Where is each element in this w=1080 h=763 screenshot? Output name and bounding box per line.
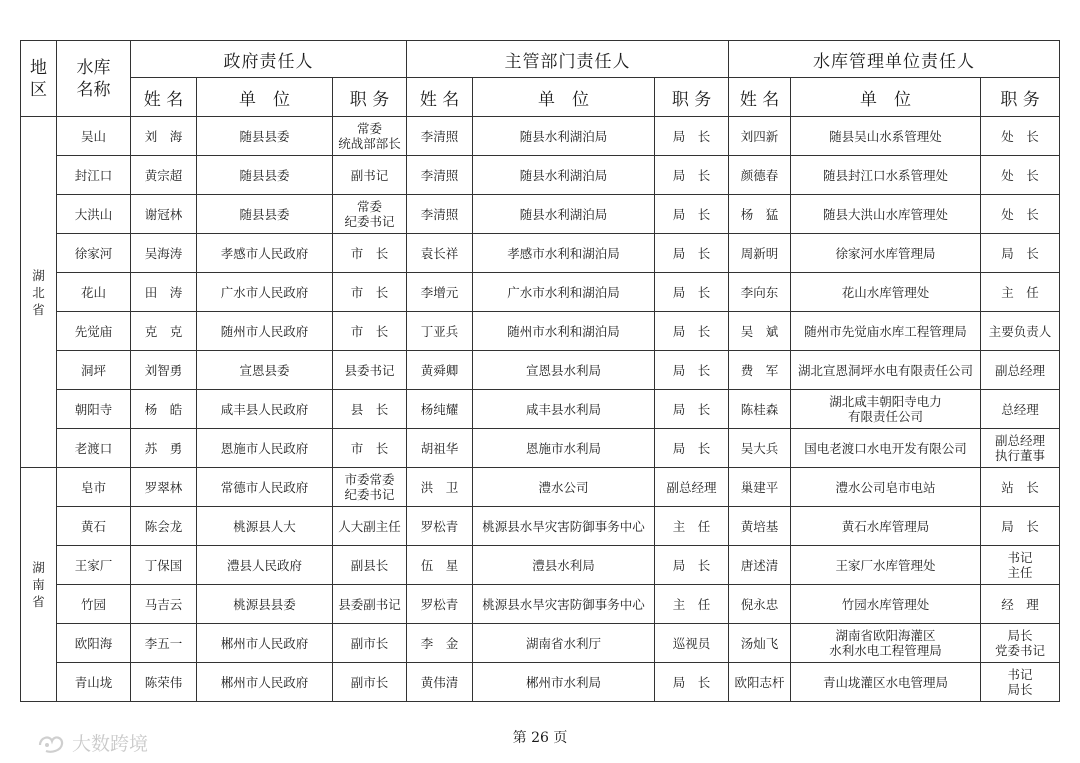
dept-position-cell: 主 任 (655, 507, 729, 546)
reservoir-name-cell: 吴山 (57, 117, 131, 156)
reservoir-name-cell: 竹园 (57, 585, 131, 624)
gov-unit-cell: 随县县委 (197, 156, 333, 195)
gov-position-cell: 县委副书记 (333, 585, 407, 624)
gov-name-cell: 刘 海 (131, 117, 197, 156)
reservoir-name-cell: 欧阳海 (57, 624, 131, 663)
header-gov-position: 职 务 (333, 78, 407, 117)
dept-position-cell: 局 长 (655, 195, 729, 234)
gov-name-cell: 田 涛 (131, 273, 197, 312)
mgmt-position-cell: 主 任 (981, 273, 1060, 312)
dept-name-cell: 杨纯耀 (407, 390, 473, 429)
dept-name-cell: 黄舜卿 (407, 351, 473, 390)
gov-name-cell: 苏 勇 (131, 429, 197, 468)
mgmt-unit-cell: 随县封江口水系管理处 (791, 156, 981, 195)
table-row (21, 195, 1060, 234)
gov-unit-cell: 广水市人民政府 (197, 273, 333, 312)
table-row (21, 507, 1060, 546)
mgmt-position-cell: 处 长 (981, 117, 1060, 156)
mgmt-name-cell: 周新明 (729, 234, 791, 273)
dept-position-cell: 局 长 (655, 429, 729, 468)
mgmt-position-cell: 书记 局长 (981, 663, 1060, 702)
dept-name-cell: 李 金 (407, 624, 473, 663)
mgmt-position-cell: 副总经理 (981, 351, 1060, 390)
mgmt-name-cell: 颜德春 (729, 156, 791, 195)
reservoir-name-cell: 王家厂 (57, 546, 131, 585)
reservoir-name-cell: 老渡口 (57, 429, 131, 468)
table-row (21, 429, 1060, 468)
header-mgmt-name: 姓 名 (729, 78, 791, 117)
dept-position-cell: 局 长 (655, 156, 729, 195)
gov-position-cell: 常委 统战部部长 (333, 117, 407, 156)
reservoir-name-cell: 洞坪 (57, 351, 131, 390)
header-dept-position: 职 务 (655, 78, 729, 117)
gov-name-cell: 刘智勇 (131, 351, 197, 390)
dept-name-cell: 胡祖华 (407, 429, 473, 468)
mgmt-name-cell: 欧阳志杆 (729, 663, 791, 702)
table-body (21, 117, 1060, 702)
dept-unit-cell: 宣恩县水利局 (473, 351, 655, 390)
dept-position-cell: 局 长 (655, 351, 729, 390)
gov-name-cell: 丁保国 (131, 546, 197, 585)
mgmt-name-cell: 陈桂森 (729, 390, 791, 429)
reservoir-name-cell: 徐家河 (57, 234, 131, 273)
table-row (21, 156, 1060, 195)
region-cell: 湖 南 省 (21, 468, 57, 702)
dept-name-cell: 罗松青 (407, 585, 473, 624)
mgmt-name-cell: 黄培基 (729, 507, 791, 546)
mgmt-unit-cell: 随县大洪山水库管理处 (791, 195, 981, 234)
dept-unit-cell: 随县水利湖泊局 (473, 156, 655, 195)
dept-name-cell: 洪 卫 (407, 468, 473, 507)
header-reservoir: 水库 名称 (57, 41, 131, 117)
table-row (21, 390, 1060, 429)
reservoir-name-cell: 先觉庙 (57, 312, 131, 351)
gov-position-cell: 副市长 (333, 624, 407, 663)
dept-name-cell: 李清照 (407, 156, 473, 195)
page-number: 第 26 页 (512, 730, 568, 746)
gov-name-cell: 李五一 (131, 624, 197, 663)
mgmt-position-cell: 书记 主任 (981, 546, 1060, 585)
header-dept-unit: 单 位 (473, 78, 655, 117)
dept-position-cell: 巡视员 (655, 624, 729, 663)
header-mgmt-group: 水库管理单位责任人 (729, 41, 1060, 78)
mgmt-name-cell: 倪永忠 (729, 585, 791, 624)
gov-unit-cell: 桃源县人大 (197, 507, 333, 546)
mgmt-position-cell: 经 理 (981, 585, 1060, 624)
mgmt-name-cell: 杨 猛 (729, 195, 791, 234)
table-row (21, 585, 1060, 624)
table-row (21, 663, 1060, 702)
dept-name-cell: 李清照 (407, 117, 473, 156)
gov-position-cell: 人大副主任 (333, 507, 407, 546)
mgmt-position-cell: 局长 党委书记 (981, 624, 1060, 663)
reservoir-name-cell: 封江口 (57, 156, 131, 195)
reservoir-name-cell: 皂市 (57, 468, 131, 507)
dept-unit-cell: 澧水公司 (473, 468, 655, 507)
mgmt-position-cell: 局 长 (981, 234, 1060, 273)
gov-unit-cell: 随州市人民政府 (197, 312, 333, 351)
gov-name-cell: 杨 皓 (131, 390, 197, 429)
gov-name-cell: 马吉云 (131, 585, 197, 624)
table-row (21, 117, 1060, 156)
gov-unit-cell: 咸丰县人民政府 (197, 390, 333, 429)
watermark-logo (36, 729, 148, 756)
reservoir-name-cell: 花山 (57, 273, 131, 312)
gov-position-cell: 副县长 (333, 546, 407, 585)
dept-unit-cell: 广水市水利和湖泊局 (473, 273, 655, 312)
mgmt-unit-cell: 湖南省欧阳海灌区 水利水电工程管理局 (791, 624, 981, 663)
gov-unit-cell: 郴州市人民政府 (197, 663, 333, 702)
table-row (21, 624, 1060, 663)
mgmt-position-cell: 处 长 (981, 156, 1060, 195)
mgmt-unit-cell: 徐家河水库管理局 (791, 234, 981, 273)
header-mgmt-position: 职 务 (981, 78, 1060, 117)
table-row (21, 546, 1060, 585)
gov-unit-cell: 桃源县县委 (197, 585, 333, 624)
gov-name-cell: 陈会龙 (131, 507, 197, 546)
dept-unit-cell: 桃源县水旱灾害防御事务中心 (473, 585, 655, 624)
dept-position-cell: 局 长 (655, 546, 729, 585)
mgmt-name-cell: 唐述清 (729, 546, 791, 585)
dept-unit-cell: 湖南省水利厅 (473, 624, 655, 663)
gov-position-cell: 市 长 (333, 234, 407, 273)
dept-name-cell: 袁长祥 (407, 234, 473, 273)
mgmt-position-cell: 总经理 (981, 390, 1060, 429)
mgmt-position-cell: 主要负责人 (981, 312, 1060, 351)
dept-position-cell: 局 长 (655, 234, 729, 273)
mgmt-unit-cell: 湖北宣恩洞坪水电有限责任公司 (791, 351, 981, 390)
dept-name-cell: 黄伟清 (407, 663, 473, 702)
mgmt-name-cell: 吴 斌 (729, 312, 791, 351)
dept-position-cell: 局 长 (655, 312, 729, 351)
dept-unit-cell: 恩施市水利局 (473, 429, 655, 468)
gov-unit-cell: 随县县委 (197, 195, 333, 234)
dept-position-cell: 局 长 (655, 117, 729, 156)
gov-position-cell: 常委 纪委书记 (333, 195, 407, 234)
mgmt-name-cell: 费 军 (729, 351, 791, 390)
mgmt-name-cell: 李向东 (729, 273, 791, 312)
dept-unit-cell: 郴州市水利局 (473, 663, 655, 702)
dept-unit-cell: 孝感市水利和湖泊局 (473, 234, 655, 273)
mgmt-name-cell: 巢建平 (729, 468, 791, 507)
mgmt-name-cell: 汤灿飞 (729, 624, 791, 663)
dept-position-cell: 局 长 (655, 663, 729, 702)
gov-unit-cell: 郴州市人民政府 (197, 624, 333, 663)
mgmt-unit-cell: 花山水库管理处 (791, 273, 981, 312)
gov-name-cell: 黄宗超 (131, 156, 197, 195)
mgmt-unit-cell: 湖北咸丰朝阳寺电力 有限责任公司 (791, 390, 981, 429)
mgmt-position-cell: 站 长 (981, 468, 1060, 507)
mgmt-name-cell: 吴大兵 (729, 429, 791, 468)
gov-position-cell: 市 长 (333, 429, 407, 468)
gov-name-cell: 吴海涛 (131, 234, 197, 273)
brand-icon (36, 731, 66, 755)
gov-unit-cell: 澧县人民政府 (197, 546, 333, 585)
header-dept-group: 主管部门责任人 (407, 41, 729, 78)
gov-name-cell: 克 克 (131, 312, 197, 351)
mgmt-unit-cell: 黄石水库管理局 (791, 507, 981, 546)
table-row (21, 312, 1060, 351)
region-cell: 湖 北 省 (21, 117, 57, 468)
header-gov-name: 姓 名 (131, 78, 197, 117)
dept-name-cell: 李增元 (407, 273, 473, 312)
dept-name-cell: 丁亚兵 (407, 312, 473, 351)
table-row (21, 468, 1060, 507)
header-dept-name: 姓 名 (407, 78, 473, 117)
watermark-text: 大数跨境 (72, 733, 149, 755)
gov-unit-cell: 常德市人民政府 (197, 468, 333, 507)
gov-unit-cell: 随县县委 (197, 117, 333, 156)
table-row (21, 351, 1060, 390)
header-mgmt-unit: 单 位 (791, 78, 981, 117)
mgmt-name-cell: 刘四新 (729, 117, 791, 156)
header-region: 地 区 (21, 41, 57, 117)
mgmt-unit-cell: 竹园水库管理处 (791, 585, 981, 624)
mgmt-position-cell: 局 长 (981, 507, 1060, 546)
gov-position-cell: 副书记 (333, 156, 407, 195)
gov-position-cell: 市 长 (333, 312, 407, 351)
mgmt-unit-cell: 国电老渡口水电开发有限公司 (791, 429, 981, 468)
dept-name-cell: 李清照 (407, 195, 473, 234)
gov-unit-cell: 孝感市人民政府 (197, 234, 333, 273)
table-row (21, 273, 1060, 312)
gov-position-cell: 市委常委 纪委书记 (333, 468, 407, 507)
dept-unit-cell: 随州市水利和湖泊局 (473, 312, 655, 351)
table-row (21, 234, 1060, 273)
mgmt-unit-cell: 随州市先觉庙水库工程管理局 (791, 312, 981, 351)
dept-unit-cell: 随县水利湖泊局 (473, 117, 655, 156)
gov-position-cell: 副市长 (333, 663, 407, 702)
reservoir-name-cell: 黄石 (57, 507, 131, 546)
dept-position-cell: 主 任 (655, 585, 729, 624)
dept-position-cell: 局 长 (655, 273, 729, 312)
mgmt-unit-cell: 澧水公司皂市电站 (791, 468, 981, 507)
dept-unit-cell: 随县水利湖泊局 (473, 195, 655, 234)
reservoir-name-cell: 青山垅 (57, 663, 131, 702)
reservoir-name-cell: 大洪山 (57, 195, 131, 234)
header-gov-group: 政府责任人 (131, 41, 407, 78)
dept-name-cell: 伍 星 (407, 546, 473, 585)
dept-name-cell: 罗松青 (407, 507, 473, 546)
mgmt-position-cell: 处 长 (981, 195, 1060, 234)
gov-name-cell: 陈荣伟 (131, 663, 197, 702)
gov-name-cell: 谢冠林 (131, 195, 197, 234)
responsibility-table (20, 40, 1060, 702)
mgmt-unit-cell: 王家厂水库管理处 (791, 546, 981, 585)
gov-unit-cell: 宣恩县委 (197, 351, 333, 390)
dept-unit-cell: 桃源县水旱灾害防御事务中心 (473, 507, 655, 546)
dept-position-cell: 副总经理 (655, 468, 729, 507)
mgmt-position-cell: 副总经理 执行董事 (981, 429, 1060, 468)
dept-unit-cell: 咸丰县水利局 (473, 390, 655, 429)
reservoir-name-cell: 朝阳寺 (57, 390, 131, 429)
dept-position-cell: 局 长 (655, 390, 729, 429)
mgmt-unit-cell: 青山垅灌区水电管理局 (791, 663, 981, 702)
gov-unit-cell: 恩施市人民政府 (197, 429, 333, 468)
gov-name-cell: 罗翠林 (131, 468, 197, 507)
dept-unit-cell: 澧县水利局 (473, 546, 655, 585)
gov-position-cell: 县委书记 (333, 351, 407, 390)
gov-position-cell: 县 长 (333, 390, 407, 429)
header-gov-unit: 单 位 (197, 78, 333, 117)
gov-position-cell: 市 长 (333, 273, 407, 312)
mgmt-unit-cell: 随县吴山水系管理处 (791, 117, 981, 156)
